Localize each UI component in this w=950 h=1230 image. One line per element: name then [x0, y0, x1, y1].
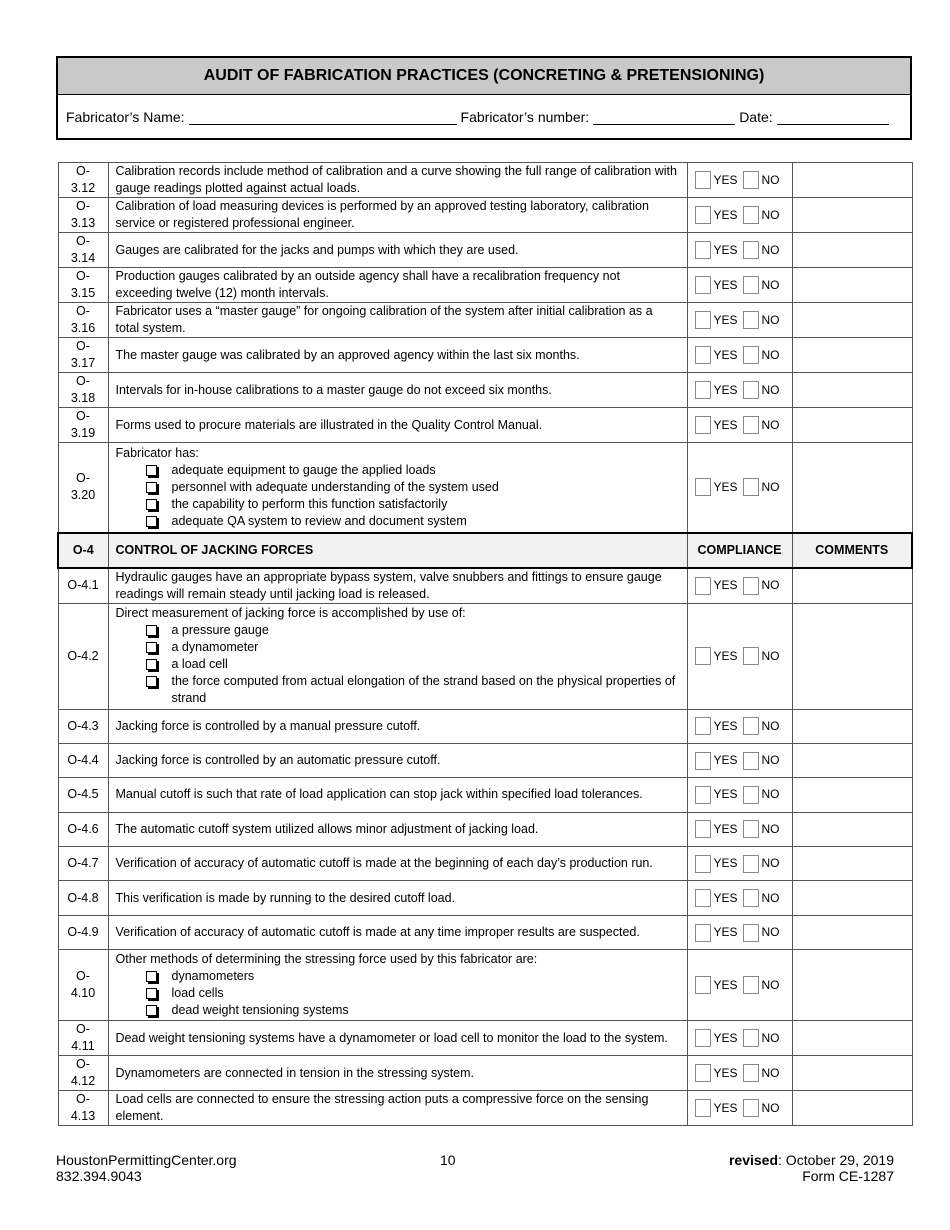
yes-checkbox[interactable] — [695, 786, 711, 804]
item-list — [116, 968, 680, 1019]
section-code: O-4 — [58, 533, 108, 568]
compliance-cell — [687, 1056, 792, 1091]
yes-no-choice — [695, 717, 785, 735]
yes-checkbox[interactable] — [695, 1099, 711, 1117]
compliance-cell — [687, 233, 792, 268]
compliance-cell — [687, 373, 792, 408]
no-label: NO — [761, 479, 780, 494]
yes-checkbox[interactable] — [695, 647, 711, 665]
revised-date: : October 29, 2019 — [778, 1152, 894, 1168]
item-code: O-4.5 — [58, 778, 108, 812]
item-code: O-4.3 — [58, 709, 108, 743]
no-label: NO — [761, 648, 780, 663]
compliance-cell — [687, 408, 792, 443]
header-fields — [58, 95, 910, 139]
item-list — [116, 462, 680, 530]
table-row — [58, 408, 912, 443]
no-checkbox[interactable] — [743, 478, 759, 496]
no-checkbox[interactable] — [743, 717, 759, 735]
table-row — [58, 847, 912, 881]
yes-checkbox[interactable] — [695, 206, 711, 224]
compliance-cell — [687, 338, 792, 373]
list-item: the capability to perform this function satisfactorily — [144, 496, 680, 513]
yes-checkbox[interactable] — [695, 1064, 711, 1082]
yes-checkbox[interactable] — [695, 889, 711, 907]
no-checkbox[interactable] — [743, 416, 759, 434]
form-header — [56, 56, 912, 140]
comments-cell[interactable] — [792, 198, 912, 233]
no-label: NO — [761, 1100, 780, 1115]
yes-no-choice — [695, 1064, 785, 1082]
comments-cell[interactable] — [792, 1091, 912, 1126]
yes-label: YES — [713, 382, 738, 397]
fabricator-number-field[interactable] — [593, 110, 735, 125]
yes-checkbox[interactable] — [695, 241, 711, 259]
yes-no-choice — [695, 976, 785, 994]
page-number: 10 — [440, 1152, 456, 1168]
table-row — [58, 568, 912, 604]
item-code: O-3.20 — [58, 443, 108, 533]
no-label: NO — [761, 277, 780, 292]
no-checkbox[interactable] — [743, 206, 759, 224]
no-label: NO — [761, 890, 780, 905]
table-row — [58, 443, 912, 533]
no-checkbox[interactable] — [743, 241, 759, 259]
yes-label: YES — [713, 312, 738, 327]
comments-cell[interactable] — [792, 268, 912, 303]
no-checkbox[interactable] — [743, 786, 759, 804]
table-row — [58, 303, 912, 338]
item-text: Verification of accuracy of automatic cutoff is made at the beginning of each day’s production run. — [108, 847, 687, 881]
table-row — [58, 268, 912, 303]
item-text: Forms used to procure materials are illustrated in the Quality Control Manual. — [108, 408, 687, 443]
comments-cell[interactable] — [792, 303, 912, 338]
fabricator-name-label: Fabricator’s Name: — [66, 109, 185, 125]
yes-checkbox[interactable] — [695, 478, 711, 496]
table-row — [58, 338, 912, 373]
item-code: O-4.1 — [58, 568, 108, 604]
no-label: NO — [761, 856, 780, 871]
item-text: This verification is made by running to the desired cutoff load. — [108, 881, 687, 915]
no-label: NO — [761, 1065, 780, 1080]
footer-left — [56, 1152, 237, 1184]
yes-checkbox[interactable] — [695, 717, 711, 735]
compliance-cell — [687, 303, 792, 338]
item-code: O-3.16 — [58, 303, 108, 338]
yes-no-choice — [695, 752, 785, 770]
table-row — [58, 198, 912, 233]
item-text: Production gauges calibrated by an outside agency shall have a recalibration frequency not exceeding twelve (12) month intervals. — [108, 268, 687, 303]
yes-checkbox[interactable] — [695, 752, 711, 770]
no-label: NO — [761, 382, 780, 397]
compliance-cell — [687, 812, 792, 846]
table-row — [58, 373, 912, 408]
no-label: NO — [761, 578, 780, 592]
table-row — [58, 1021, 912, 1056]
footer-website[interactable]: HoustonPermittingCenter.org — [56, 1152, 237, 1168]
comments-cell[interactable] — [792, 881, 912, 915]
item-code: O-3.19 — [58, 408, 108, 443]
yes-no-choice — [695, 276, 785, 294]
item-text: Gauges are calibrated for the jacks and pumps with which they are used. — [108, 233, 687, 268]
list-item: a load cell — [144, 656, 680, 673]
yes-label: YES — [713, 242, 738, 257]
item-intro: Fabricator has: — [115, 445, 199, 460]
item-text: Intervals for in-house calibrations to a master gauge do not exceed six months. — [108, 373, 687, 408]
yes-no-choice — [695, 820, 785, 838]
no-checkbox[interactable] — [743, 647, 759, 665]
no-label: NO — [761, 312, 780, 327]
comments-cell[interactable] — [792, 603, 912, 709]
list-item: dead weight tensioning systems — [144, 1002, 680, 1019]
no-checkbox[interactable] — [743, 276, 759, 294]
footer-right — [729, 1152, 894, 1184]
table-row — [58, 743, 912, 777]
date-label: Date: — [739, 109, 773, 125]
list-item: personnel with adequate understanding of the system used — [144, 479, 680, 496]
no-checkbox[interactable] — [743, 381, 759, 399]
table-row — [58, 881, 912, 915]
table-row — [58, 778, 912, 812]
list-item: load cells — [144, 985, 680, 1002]
item-code: O-4.6 — [58, 812, 108, 846]
compliance-cell — [687, 847, 792, 881]
item-code: O-3.15 — [58, 268, 108, 303]
no-label: NO — [761, 925, 780, 940]
form-number: Form CE-1287 — [802, 1168, 894, 1184]
yes-checkbox[interactable] — [695, 1029, 711, 1047]
item-text: Load cells are connected to ensure the stressing action puts a compressive force on the sensing element. — [108, 1091, 687, 1126]
comments-cell[interactable] — [792, 709, 912, 743]
comments-cell[interactable] — [792, 443, 912, 533]
no-label: NO — [761, 1030, 780, 1045]
compliance-cell — [687, 950, 792, 1021]
item-text: Verification of accuracy of automatic cutoff is made at any time improper results are suspected. — [108, 915, 687, 949]
no-label: NO — [761, 242, 780, 257]
list-item: dynamometers — [144, 968, 680, 985]
item-code: O-4.8 — [58, 881, 108, 915]
item-code: O-4.7 — [58, 847, 108, 881]
comments-cell[interactable] — [792, 743, 912, 777]
compliance-cell — [687, 881, 792, 915]
yes-no-choice — [695, 1099, 785, 1117]
table-row — [58, 812, 912, 846]
compliance-header: COMPLIANCE — [687, 533, 792, 568]
item-text: The master gauge was calibrated by an approved agency within the last six months. — [108, 338, 687, 373]
item-text: Calibration records include method of calibration and a curve showing the full range of calibration with gauge readings plotted against actual loads. — [108, 163, 687, 198]
compliance-cell — [687, 443, 792, 533]
no-label: NO — [761, 977, 780, 992]
item-text: Dynamometers are connected in tension in the stressing system. — [108, 1056, 687, 1091]
item-code: O-4.10 — [58, 950, 108, 1021]
yes-label: YES — [713, 890, 738, 905]
comments-cell[interactable] — [792, 163, 912, 198]
yes-no-choice — [695, 889, 785, 907]
no-checkbox[interactable] — [743, 889, 759, 907]
item-text: Fabricator uses a “master gauge” for ongoing calibration of the system after initial calibration as a total system. — [108, 303, 687, 338]
no-checkbox[interactable] — [743, 171, 759, 189]
yes-checkbox[interactable] — [695, 346, 711, 364]
yes-label: YES — [713, 718, 738, 733]
item-code: O-3.12 — [58, 163, 108, 198]
comments-cell[interactable] — [792, 1021, 912, 1056]
yes-label: YES — [713, 479, 738, 494]
compliance-cell — [687, 163, 792, 198]
no-label: NO — [761, 821, 780, 836]
comments-cell[interactable] — [792, 373, 912, 408]
item-code: O-3.14 — [58, 233, 108, 268]
yes-label: YES — [713, 578, 738, 592]
yes-checkbox[interactable] — [695, 820, 711, 838]
yes-label: YES — [713, 648, 738, 663]
comments-header: COMMENTS — [792, 533, 912, 568]
comments-cell[interactable] — [792, 568, 912, 604]
yes-no-choice — [695, 1029, 785, 1047]
table-row — [58, 1056, 912, 1091]
item-text — [108, 443, 687, 533]
item-code: O-4.12 — [58, 1056, 108, 1091]
compliance-cell — [687, 1091, 792, 1126]
item-text: Jacking force is controlled by an automatic pressure cutoff. — [108, 743, 687, 777]
no-label: NO — [761, 787, 780, 802]
yes-label: YES — [713, 277, 738, 292]
yes-label: YES — [713, 753, 738, 768]
compliance-cell — [687, 268, 792, 303]
yes-label: YES — [713, 417, 738, 432]
item-code: O-4.4 — [58, 743, 108, 777]
compliance-cell — [687, 743, 792, 777]
item-code: O-4.11 — [58, 1021, 108, 1056]
section-header-row — [58, 533, 912, 568]
yes-checkbox[interactable] — [695, 311, 711, 329]
list-item: adequate QA system to review and document system — [144, 513, 680, 530]
no-checkbox[interactable] — [743, 346, 759, 364]
item-code: O-4.2 — [58, 603, 108, 709]
no-label: NO — [761, 172, 780, 187]
yes-no-choice — [695, 241, 785, 259]
table-row — [58, 915, 912, 949]
compliance-cell — [687, 1021, 792, 1056]
item-text: The automatic cutoff system utilized allows minor adjustment of jacking load. — [108, 812, 687, 846]
yes-label: YES — [713, 977, 738, 992]
no-label: NO — [761, 753, 780, 768]
item-code: O-4.9 — [58, 915, 108, 949]
yes-label: YES — [713, 1030, 738, 1045]
no-checkbox[interactable] — [743, 976, 759, 994]
yes-label: YES — [713, 207, 738, 222]
comments-cell[interactable] — [792, 915, 912, 949]
yes-label: YES — [713, 821, 738, 836]
item-text: Hydraulic gauges have an appropriate bypass system, valve snubbers and fittings to ensure gauge readings will remain steady until jacking load is released. — [108, 568, 687, 604]
table-row — [58, 163, 912, 198]
yes-checkbox[interactable] — [695, 855, 711, 873]
compliance-cell — [687, 603, 792, 709]
audit-table — [57, 162, 913, 1126]
comments-cell[interactable] — [792, 950, 912, 1021]
yes-checkbox[interactable] — [695, 976, 711, 994]
yes-no-choice — [695, 381, 785, 399]
compliance-cell — [687, 198, 792, 233]
compliance-cell — [687, 568, 792, 604]
footer-phone: 832.394.9043 — [56, 1168, 142, 1184]
item-text: Jacking force is controlled by a manual pressure cutoff. — [108, 709, 687, 743]
item-code: O-3.17 — [58, 338, 108, 373]
yes-no-choice — [695, 855, 785, 873]
yes-no-choice — [695, 171, 785, 189]
comments-cell[interactable] — [792, 338, 912, 373]
fabricator-name-field[interactable] — [189, 110, 457, 125]
yes-label: YES — [713, 347, 738, 362]
no-checkbox[interactable] — [743, 1029, 759, 1047]
no-checkbox[interactable] — [743, 855, 759, 873]
list-item: adequate equipment to gauge the applied loads — [144, 462, 680, 479]
yes-checkbox[interactable] — [695, 416, 711, 434]
table-row — [58, 709, 912, 743]
item-text: Calibration of load measuring devices is performed by an approved testing laboratory, calibration service or registered professional engineer. — [108, 198, 687, 233]
list-item: a pressure gauge — [144, 622, 680, 639]
yes-checkbox[interactable] — [695, 924, 711, 942]
section-title: CONTROL OF JACKING FORCES — [108, 533, 687, 568]
item-intro: Other methods of determining the stressing force used by this fabricator are: — [115, 952, 538, 967]
compliance-cell — [687, 915, 792, 949]
comments-cell[interactable] — [792, 812, 912, 846]
yes-checkbox[interactable] — [695, 171, 711, 189]
comments-cell[interactable] — [792, 847, 912, 881]
comments-cell[interactable] — [792, 778, 912, 812]
form-title: AUDIT OF FABRICATION PRACTICES (CONCRETING & PRETENSIONING) — [58, 58, 910, 95]
comments-cell[interactable] — [792, 1056, 912, 1091]
yes-no-choice — [695, 206, 785, 224]
yes-checkbox[interactable] — [695, 381, 711, 399]
table-row — [58, 233, 912, 268]
yes-label: YES — [713, 925, 738, 940]
item-text: Manual cutoff is such that rate of load application can stop jack within specified load tolerances. — [108, 778, 687, 812]
fabricator-number-label: Fabricator’s number: — [460, 109, 590, 125]
yes-no-choice — [695, 786, 785, 804]
yes-no-choice — [695, 647, 785, 665]
comments-cell[interactable] — [792, 233, 912, 268]
table-row — [58, 603, 912, 709]
no-checkbox[interactable] — [743, 924, 759, 942]
item-list — [116, 622, 680, 707]
compliance-cell — [687, 709, 792, 743]
yes-no-choice — [695, 577, 785, 595]
yes-no-choice — [695, 346, 785, 364]
yes-label: YES — [713, 856, 738, 871]
no-label: NO — [761, 347, 780, 362]
comments-cell[interactable] — [792, 408, 912, 443]
yes-label: YES — [713, 1100, 738, 1115]
no-checkbox[interactable] — [743, 311, 759, 329]
no-checkbox[interactable] — [743, 1099, 759, 1117]
yes-label: YES — [713, 787, 738, 802]
item-intro: Direct measurement of jacking force is accomplished by use of: — [115, 606, 466, 620]
no-label: NO — [761, 417, 780, 432]
item-code: O-4.13 — [58, 1091, 108, 1126]
yes-label: YES — [713, 172, 738, 187]
no-checkbox[interactable] — [743, 1064, 759, 1082]
table-row — [58, 1091, 912, 1126]
yes-no-choice — [695, 478, 785, 496]
item-code: O-3.13 — [58, 198, 108, 233]
yes-checkbox[interactable] — [695, 276, 711, 294]
compliance-cell — [687, 778, 792, 812]
yes-label: YES — [713, 1065, 738, 1080]
yes-no-choice — [695, 416, 785, 434]
no-checkbox[interactable] — [743, 820, 759, 838]
list-item: the force computed from actual elongation of the strand based on the physical properties of strand — [144, 673, 680, 707]
no-checkbox[interactable] — [743, 577, 759, 595]
yes-no-choice — [695, 924, 785, 942]
no-label: NO — [761, 718, 780, 733]
no-label: NO — [761, 207, 780, 222]
date-field[interactable] — [777, 110, 889, 125]
item-text — [108, 950, 687, 1021]
list-item: a dynamometer — [144, 639, 680, 656]
no-checkbox[interactable] — [743, 752, 759, 770]
yes-no-choice — [695, 311, 785, 329]
yes-checkbox[interactable] — [695, 577, 711, 595]
item-text: Dead weight tensioning systems have a dynamometer or load cell to monitor the load to the system. — [108, 1021, 687, 1056]
table-row — [58, 950, 912, 1021]
revised-label: revised — [728, 1152, 779, 1168]
item-text — [108, 603, 687, 709]
item-code: O-3.18 — [58, 373, 108, 408]
